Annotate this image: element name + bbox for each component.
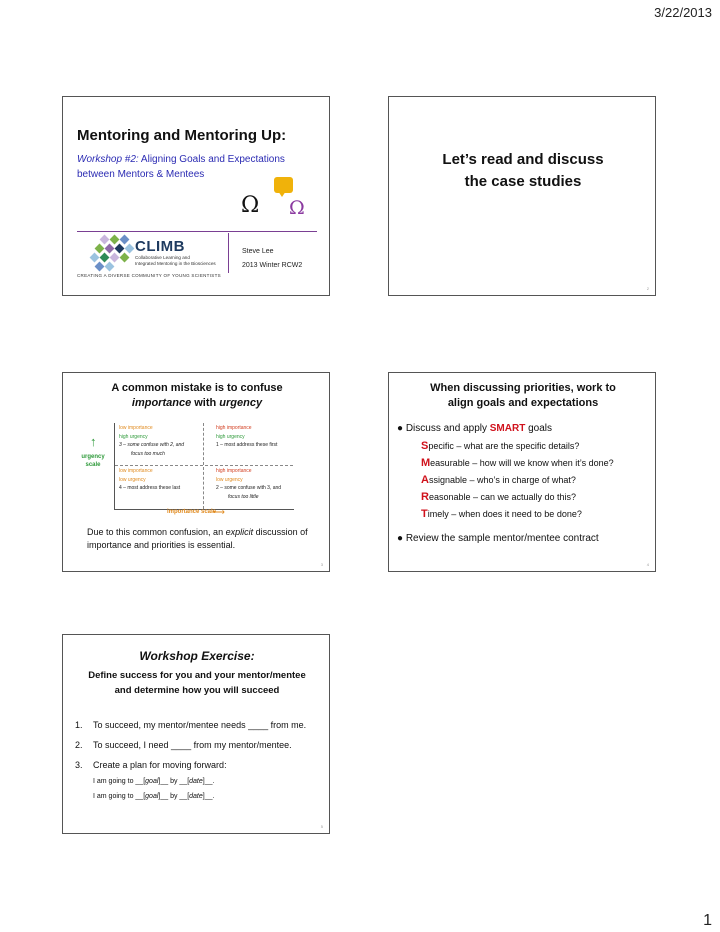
- urgency-arrow-icon: ↑: [90, 434, 97, 449]
- plan-line-2: I am going to __[goal]__ by __[date]__.: [93, 793, 215, 800]
- q1-urgency: high urgency: [119, 433, 148, 440]
- bullet-review-contract: ● Review the sample mentor/mentee contract: [397, 533, 599, 544]
- q4-urgency: low urgency: [216, 476, 243, 483]
- slide-3: [62, 372, 330, 572]
- author-name: Steve Lee: [242, 248, 274, 255]
- q2-note: 1 – most address these first: [216, 442, 278, 448]
- slide-5: [62, 634, 330, 834]
- importance-arrow-icon: ⟶: [212, 507, 225, 517]
- quadrant-bottom-left: [119, 467, 180, 493]
- smart-item-reasonable: Reasonable – can we actually do this?: [421, 491, 577, 503]
- exercise-item-1: 1. To succeed, my mentor/mentee needs ____ from me.: [75, 720, 307, 730]
- workshop-label: Workshop #2:: [77, 154, 139, 165]
- q3-importance: low importance: [119, 468, 153, 474]
- omega-mentee-icon: Ω: [289, 197, 305, 219]
- q1-note-2: focus too much: [131, 450, 165, 457]
- climb-logo-text: CLIMB: [135, 238, 185, 255]
- exercise-item-3: 3. Create a plan for moving forward:: [75, 760, 227, 770]
- q3-note: 4 – most address these last: [119, 485, 181, 491]
- slide-4-title: When discussing priorities, work to align goals and expectations: [430, 382, 616, 409]
- author-info: [242, 245, 302, 273]
- slide-2: [388, 96, 656, 296]
- urgency-scale-label: urgency scale: [81, 454, 105, 468]
- quadrant-top-right: [216, 424, 277, 450]
- page-number: 1: [703, 912, 712, 929]
- q1-note: 3 – some confuse with 2, and: [119, 442, 185, 448]
- q4-note-2: focus too little: [228, 493, 259, 500]
- q3-urgency: low urgency: [119, 476, 146, 483]
- smart-item-timely: Timely – when does it need to be done?: [421, 508, 582, 520]
- title-importance: importance: [131, 397, 192, 409]
- matrix-divider-horizontal: [115, 465, 293, 466]
- divider-vertical: [228, 233, 229, 273]
- slide-1-title: Mentoring and Mentoring Up:: [77, 127, 287, 144]
- title-line-1: A common mistake is to confuse: [111, 382, 283, 394]
- page-date: 3/22/2013: [654, 5, 712, 20]
- heading-line-1: Let’s read and discuss: [442, 151, 604, 168]
- omega-mentor-icon: Ω: [241, 193, 260, 218]
- slide-2-heading: [389, 149, 656, 193]
- q1-importance: low importance: [119, 425, 153, 431]
- bullet-icon: ●: [397, 533, 404, 544]
- smart-keyword: SMART: [489, 423, 526, 434]
- matrix-divider-vertical: [203, 423, 204, 509]
- q2-urgency: high urgency: [216, 433, 245, 440]
- plan-line-1: I am going to __[goal]__ by __[date]__.: [93, 778, 215, 785]
- quadrant-bottom-right: [216, 467, 281, 501]
- q4-note: 2 – some confuse with 3, and: [216, 485, 282, 491]
- title-urgency: urgency: [219, 397, 263, 409]
- smart-item-assignable: Assignable – who’s in charge of what?: [421, 474, 576, 486]
- bullet-icon: ●: [397, 423, 404, 434]
- exercise-item-2: 2. To succeed, I need ____ from my mentor/mentee.: [75, 740, 292, 750]
- slide-5-title: Workshop Exercise:: [139, 649, 255, 663]
- speech-bubble-tail: [278, 191, 286, 197]
- slide-number: 4: [646, 562, 649, 567]
- slide-5-subtitle: Define success for you and your mentor/mentee and determine how you will succeed: [88, 670, 306, 696]
- slide-3-footer-text: Due to this common confusion, an explicit discussion of importance and priorities is essential.: [87, 527, 308, 550]
- importance-scale-label: importance scale: [167, 509, 217, 515]
- q2-importance: high importance: [216, 425, 252, 431]
- q4-importance: high importance: [216, 468, 252, 474]
- bullet-smart-goals: ● Discuss and apply SMART goals: [397, 423, 553, 434]
- subtitle-text: Aligning Goals and Expectations: [138, 154, 285, 165]
- matrix-y-axis: [114, 423, 115, 509]
- smart-item-specific: Specific – what are the specific details?: [421, 440, 580, 452]
- smart-list: [421, 438, 614, 523]
- slide-number: 3: [320, 562, 323, 567]
- exercise-list: [75, 719, 315, 809]
- slide-3-title: [63, 381, 330, 411]
- quadrant-top-left: [119, 424, 184, 458]
- heading-line-2: the case studies: [464, 173, 582, 190]
- slide-4: [388, 372, 656, 572]
- slide-1: [62, 96, 330, 296]
- climb-logo-subtitle: [135, 255, 216, 267]
- logo-sub-2: Integrated Mentoring in the Biosciences: [135, 261, 216, 266]
- slide-1-subtitle: [77, 152, 285, 182]
- climb-tagline: CREATING A DIVERSE COMMUNITY OF YOUNG SCIENTISTS: [77, 273, 221, 278]
- smart-item-measurable: Measurable – how will we know when it’s done?: [421, 457, 614, 469]
- slide-number: 5: [320, 824, 323, 829]
- subtitle-line-2: between Mentors & Mentees: [77, 169, 205, 180]
- title-with: with: [191, 397, 220, 409]
- divider-horizontal: [77, 231, 317, 232]
- slide-number: 2: [646, 286, 649, 291]
- course-name: 2013 Winter RCW2: [242, 262, 303, 269]
- logo-sub-1: Collaborative Learning and: [135, 255, 190, 260]
